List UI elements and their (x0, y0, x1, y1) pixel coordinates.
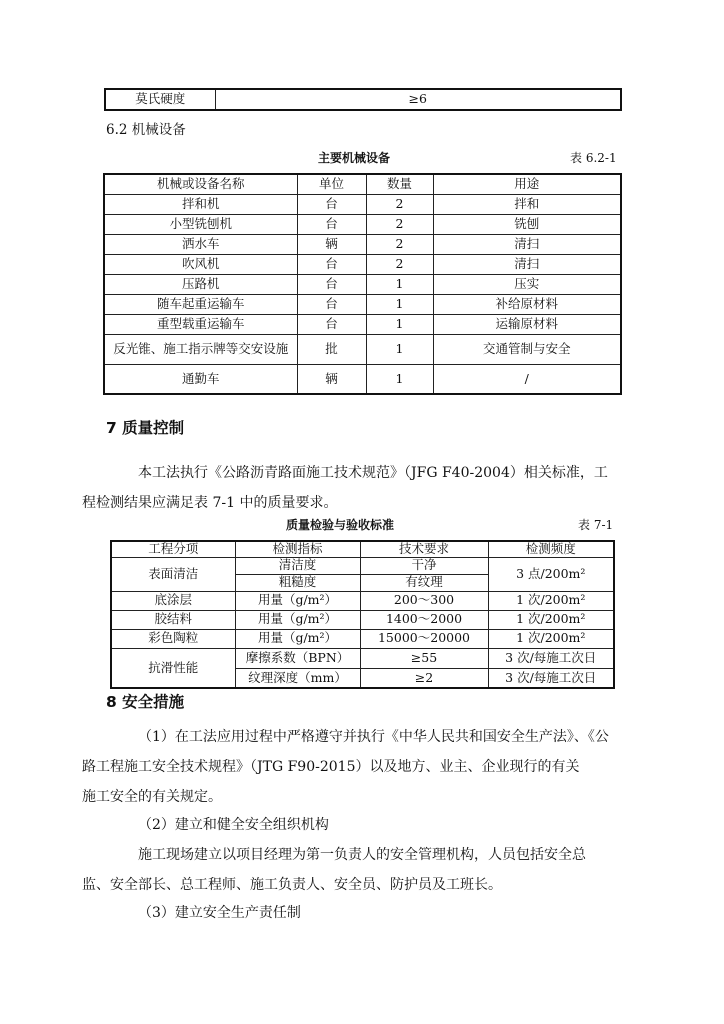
table-cell: 底涂层 (111, 591, 235, 610)
table-row (111, 591, 614, 610)
table-cell: 1 (366, 274, 433, 294)
table-row (104, 214, 621, 234)
table-cell: 表面清洁 (111, 557, 235, 591)
table-header-row (104, 174, 621, 194)
table-cell: 吹风机 (104, 254, 297, 274)
table-cell: 3 点/200m² (488, 557, 614, 591)
section-8-heading: 8 安全措施 (106, 693, 185, 711)
table-cell: / (433, 364, 621, 394)
table-cell: 3 次/每施工次日 (488, 668, 614, 688)
header-cell: 单位 (297, 174, 366, 194)
table-cell: 3 次/每施工次日 (488, 648, 614, 668)
paragraph-line: 施工安全的有关规定。 (82, 789, 222, 805)
table-cell: 彩色陶粒 (111, 629, 235, 648)
table-cell: 用量（g/m²） (235, 629, 360, 648)
table-cell: 2 (366, 214, 433, 234)
section-8-2-paragraph (82, 840, 618, 900)
table-cell: 2 (366, 254, 433, 274)
table-cell: 胶结料 (111, 610, 235, 629)
table-cell: 2 (366, 234, 433, 254)
table-cell: 辆 (297, 364, 366, 394)
table-cell: 粗糙度 (235, 574, 360, 591)
table-cell: 压路机 (104, 274, 297, 294)
table-cell: 2 (366, 194, 433, 214)
table-cell: 纹理深度（mm） (235, 668, 360, 688)
table-row (111, 557, 614, 574)
table-cell: 清扫 (433, 234, 621, 254)
table-header-row (111, 541, 614, 557)
table-cell: 台 (297, 294, 366, 314)
table-cell: 拌和机 (104, 194, 297, 214)
table-cell: 台 (297, 214, 366, 234)
table-cell: 通勤车 (104, 364, 297, 394)
paragraph-line: 本工法执行《公路沥青路面施工技术规范》（JFG F40-2004）相关标准，工 (138, 465, 608, 481)
header-cell: 用途 (433, 174, 621, 194)
table-cell: 小型铣刨机 (104, 214, 297, 234)
table-row (104, 254, 621, 274)
section-6-2-heading: 6.2 机械设备 (106, 122, 186, 138)
table-row (104, 364, 621, 394)
table-cell: 铣刨 (433, 214, 621, 234)
table-cell: 清扫 (433, 254, 621, 274)
section-8-2-item: （2）建立和健全安全组织机构 (138, 817, 329, 833)
header-cell: 检测指标 (235, 541, 360, 557)
table-cell: 台 (297, 254, 366, 274)
table-cell: 台 (297, 274, 366, 294)
table-cell: 15000～20000 (360, 629, 488, 648)
table-row (104, 234, 621, 254)
table-cell: 拌和 (433, 194, 621, 214)
table-row (104, 274, 621, 294)
header-cell: 机械或设备名称 (104, 174, 297, 194)
quality-caption: 质量检验与验收标准 (286, 518, 395, 532)
table-cell: 200～300 (360, 591, 488, 610)
paragraph-line: （1）在工法应用过程中严格遵守并执行《中华人民共和国安全生产法》、《公 (138, 729, 609, 745)
paragraph-line: 监、安全部长、总工程师、施工负责人、安全员、防护员及工班长。 (82, 877, 502, 893)
table-row (111, 610, 614, 629)
table-cell: 辆 (297, 234, 366, 254)
header-cell: 检测频度 (488, 541, 614, 557)
table-row (104, 314, 621, 334)
quality-table (110, 540, 615, 689)
table-cell: 1 次/200m² (488, 610, 614, 629)
table-cell: 1400～2000 (360, 610, 488, 629)
table-cell: ≥2 (360, 668, 488, 688)
header-cell: 技术要求 (360, 541, 488, 557)
section-8-3-item: （3）建立安全生产责任制 (138, 905, 301, 921)
equipment-table (103, 173, 622, 395)
table-cell: 抗滑性能 (111, 648, 235, 688)
quality-table-number: 表 7-1 (578, 518, 614, 532)
table-cell: 1 次/200m² (488, 629, 614, 648)
hardness-table (104, 88, 622, 111)
table-cell: 1 (366, 294, 433, 314)
section-7-paragraph (82, 458, 618, 518)
table-row (111, 648, 614, 668)
table-cell: 洒水车 (104, 234, 297, 254)
paragraph-line: 施工现场建立以项目经理为第一负责人的安全管理机构，人员包括安全总 (138, 847, 586, 863)
table-cell: 摩擦系数（BPN） (235, 648, 360, 668)
table-row (104, 194, 621, 214)
equipment-table-number: 表 6.2-1 (570, 151, 617, 165)
section-7-heading: 7 质量控制 (106, 419, 185, 437)
header-cell: 工程分项 (111, 541, 235, 557)
paragraph-line: 路工程施工安全技术规程》（JTG F90-2015）以及地方、业主、企业现行的有关 (82, 759, 580, 775)
table-row (104, 294, 621, 314)
table-cell: 1 (366, 314, 433, 334)
table-cell: 压实 (433, 274, 621, 294)
hardness-label: 莫氏硬度 (105, 89, 215, 110)
table-cell: 清洁度 (235, 557, 360, 574)
paragraph-line: 程检测结果应满足表 7-1 中的质量要求。 (82, 495, 338, 511)
table-cell: 交通管制与安全 (433, 334, 621, 364)
table-cell: 用量（g/m²） (235, 610, 360, 629)
table-cell: 有纹理 (360, 574, 488, 591)
table-cell: 重型载重运输车 (104, 314, 297, 334)
table-cell: 反光锥、施工指示牌等交安设施 (104, 334, 297, 364)
table-cell: 用量（g/m²） (235, 591, 360, 610)
table-cell: 1 (366, 334, 433, 364)
table-cell: 随车起重运输车 (104, 294, 297, 314)
table-cell: 干净 (360, 557, 488, 574)
equipment-caption: 主要机械设备 (318, 151, 391, 165)
table-cell: 1 次/200m² (488, 591, 614, 610)
table-cell: 1 (366, 364, 433, 394)
table-cell: 运输原材料 (433, 314, 621, 334)
table-cell: 台 (297, 314, 366, 334)
table-cell: 台 (297, 194, 366, 214)
table-cell: ≥55 (360, 648, 488, 668)
header-cell: 数量 (366, 174, 433, 194)
section-8-1-paragraph (82, 722, 618, 812)
table-row (111, 629, 614, 648)
table-cell: 批 (297, 334, 366, 364)
hardness-value: ≥6 (215, 89, 621, 110)
table-cell: 补给原材料 (433, 294, 621, 314)
table-row (104, 334, 621, 364)
